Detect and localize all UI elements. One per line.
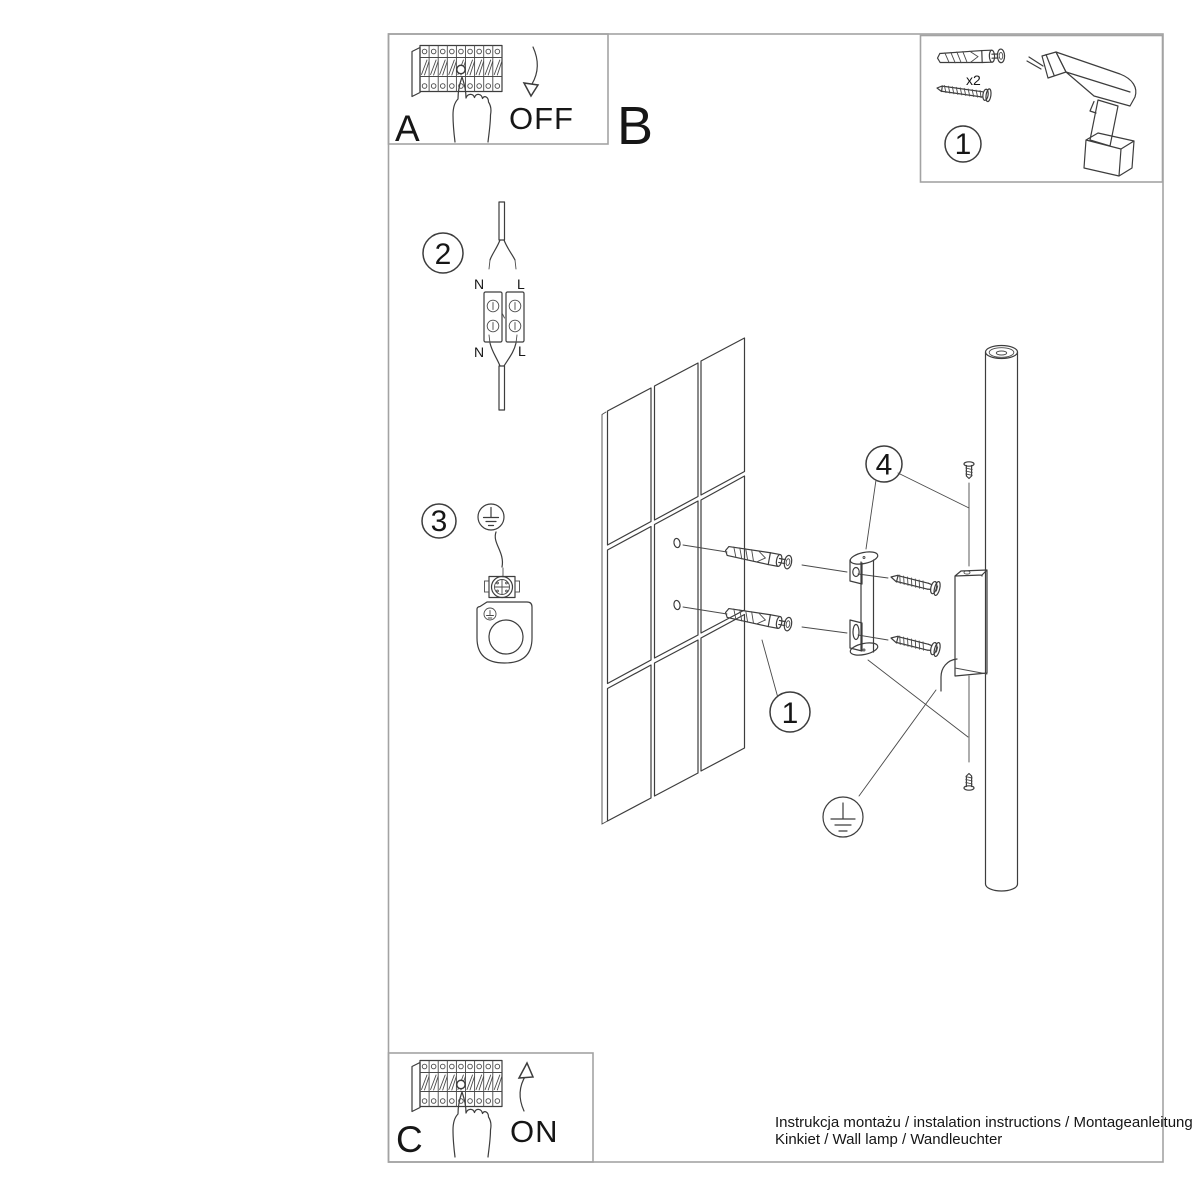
ground-leader-line: [859, 690, 936, 796]
tools-step-number: 1: [954, 128, 972, 161]
wire-connector-diagram: [484, 202, 524, 410]
ground-wire: [495, 532, 502, 567]
anchor-callout-number: 1: [781, 697, 799, 730]
lamp-tube: [986, 346, 1018, 892]
arrow-up-head: [519, 1063, 533, 1078]
wall-hole-top: [673, 538, 681, 548]
small-screw-icon: [964, 774, 974, 791]
step-2-number: 2: [434, 238, 452, 271]
panel-c: [396, 1061, 559, 1161]
lamp-cover-plate: [955, 570, 987, 676]
footer: [775, 1114, 1193, 1148]
panel-a-label: A: [395, 108, 420, 149]
footer-line1: Instrukcja montażu / instalation instructions / Montageanleitung: [775, 1114, 1193, 1131]
ground-symbol-icon: [823, 797, 863, 837]
wall-anchor-icon: [724, 606, 792, 632]
drill-icon: [1027, 52, 1136, 176]
mounting-bracket: [849, 550, 879, 658]
label-line-bottom: L: [518, 343, 526, 359]
ground-terminal: [485, 568, 520, 598]
panel-a: [395, 46, 574, 150]
wall-assembly: [602, 338, 1018, 891]
section-b-label: B: [617, 96, 654, 156]
screw-icon: [936, 82, 992, 102]
lamp-mounting-plate: [477, 602, 532, 663]
step-4-number: 4: [875, 448, 893, 482]
footer-line2: Kinkiet / Wall lamp / Wandleuchter: [775, 1131, 1003, 1148]
step-wiring: [423, 202, 526, 410]
step-3-number: 3: [430, 505, 448, 538]
small-screw-icon: [964, 462, 974, 479]
wall-hole-bottom: [673, 600, 681, 610]
panel-a-frame: [389, 34, 609, 144]
step-grounding: [422, 504, 532, 663]
panel-c-label: C: [396, 1119, 423, 1160]
wall-tiles: [602, 338, 745, 824]
callout-1-leader: [762, 640, 778, 698]
anchor-quantity: x2: [966, 72, 981, 88]
tools-panel: [936, 49, 1136, 176]
curved-arrow-down-icon: [532, 47, 537, 84]
wall-anchor-icon: [724, 544, 792, 570]
wall-anchor-icon: [937, 49, 1005, 65]
screw-icon: [889, 631, 941, 657]
panel-a-action-off: OFF: [509, 101, 574, 136]
screw-icon: [889, 570, 941, 596]
cover-leader-line: [868, 660, 968, 737]
ground-symbol-icon: [478, 504, 504, 530]
callout-4-leaders: [866, 473, 969, 549]
label-neutral-top: N: [474, 276, 485, 292]
label-line-top: L: [517, 276, 525, 292]
label-neutral-bottom: N: [474, 344, 485, 360]
arrow-down-head: [524, 83, 538, 96]
panel-c-action-on: ON: [510, 1114, 559, 1149]
curved-arrow-up-icon: [520, 1075, 526, 1111]
